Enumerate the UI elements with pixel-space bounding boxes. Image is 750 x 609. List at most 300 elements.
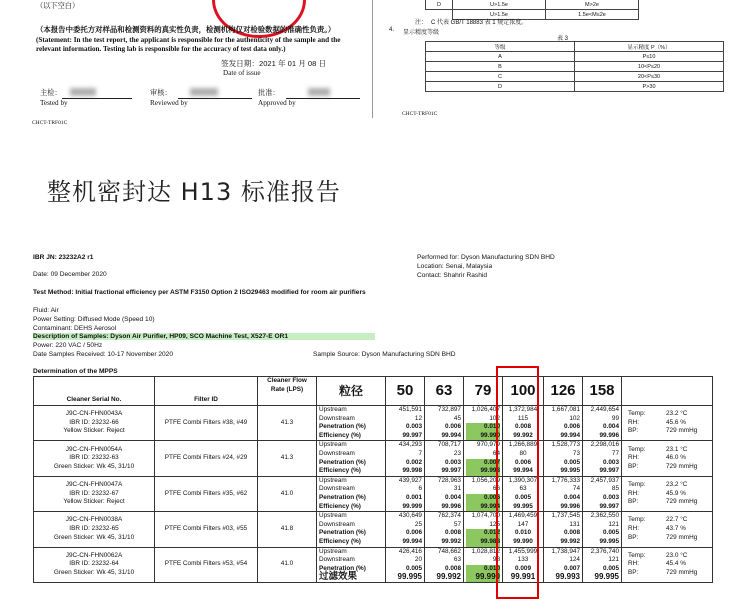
approver-signature bbox=[308, 88, 330, 96]
measure-label: Upstream bbox=[319, 441, 347, 449]
measure-label: Downstream bbox=[319, 449, 355, 457]
efficiency-value: 99.996 bbox=[560, 502, 580, 510]
env-label: RH: bbox=[628, 489, 640, 497]
footer-code-right: CHCT-TRF01C bbox=[402, 111, 438, 117]
tester-signature-line bbox=[62, 98, 132, 99]
environment-cell bbox=[622, 441, 713, 476]
table-header-row bbox=[34, 377, 713, 406]
note-label: 注： bbox=[415, 20, 428, 26]
env-value: 43.7 % bbox=[666, 525, 686, 533]
value-cell-158 bbox=[583, 441, 622, 476]
env-label: RH: bbox=[628, 418, 640, 426]
filter-id-cell: PTFE Combi Filters #03, #55 bbox=[155, 512, 258, 547]
value-cell-50 bbox=[386, 476, 425, 511]
size-126: 126 bbox=[544, 377, 583, 406]
downstream-count: 125 bbox=[489, 520, 500, 528]
measure-label: Upstream bbox=[319, 476, 347, 484]
value-cell-158 bbox=[583, 547, 622, 582]
efficiency-value: 99.996 bbox=[599, 431, 619, 439]
measure-label: Efficiency (%) bbox=[319, 502, 361, 510]
env-label: BP: bbox=[628, 498, 639, 506]
measure-label: Downstream bbox=[319, 520, 355, 528]
size-158: 158 bbox=[583, 377, 622, 406]
precision-cell: 10<P≤20 bbox=[575, 62, 724, 72]
upstream-count: 762,374 bbox=[437, 512, 461, 520]
sample-sticker: Green Sticker: Wk 45, 31/10 bbox=[53, 533, 135, 541]
env-value: 729 mmHg bbox=[666, 462, 698, 470]
downstream-count: 131 bbox=[569, 520, 580, 528]
penetration-value: 0.007 bbox=[564, 564, 580, 572]
precision-cell: P≤10 bbox=[575, 52, 724, 62]
penetration-value: 0.005 bbox=[406, 564, 422, 572]
downstream-count: 66 bbox=[492, 485, 500, 493]
upstream-count: 2,362,550 bbox=[590, 512, 619, 520]
header-flow-rate: Cleaner Flow Rate (LPS) bbox=[258, 377, 317, 406]
downstream-count: 80 bbox=[519, 449, 527, 457]
efficiency-value: 99.992 bbox=[560, 537, 580, 545]
downstream-count: 121 bbox=[608, 520, 619, 528]
location: Location: Senai, Malaysia bbox=[417, 263, 493, 270]
value-cell-126 bbox=[544, 476, 583, 511]
reviewer-label-en: Reviewed by bbox=[150, 99, 188, 107]
precision-cell: P>30 bbox=[575, 82, 724, 92]
upstream-count: 1,026,407 bbox=[471, 406, 500, 413]
sample-serial-cell bbox=[34, 512, 155, 547]
environment-cell bbox=[622, 476, 713, 511]
env-label: BP: bbox=[628, 533, 639, 541]
sample-row bbox=[34, 476, 713, 511]
sample-description: Description of Samples: Dyson Air Purifier, HP09, SCO Machine Test, X527-E OR1 bbox=[33, 333, 375, 340]
measure-label: Penetration (%) bbox=[319, 529, 366, 537]
penetration-value: 0.006 bbox=[515, 458, 531, 466]
value-cell-50 bbox=[386, 441, 425, 476]
filter-id-cell: PTFE Combi Filters #38, #49 bbox=[155, 406, 258, 441]
mpps-highlight-box bbox=[496, 366, 539, 599]
measure-label-cell bbox=[317, 547, 386, 582]
penetration-value: 0.001 bbox=[406, 493, 422, 501]
efficiency-value: 99.993 bbox=[466, 467, 500, 476]
flow-rate-cell: 41.8 bbox=[258, 512, 317, 547]
sample-row bbox=[34, 547, 713, 582]
value-cell-63 bbox=[425, 512, 464, 547]
value-cell-63 bbox=[425, 441, 464, 476]
efficiency-value: 99.997 bbox=[599, 502, 619, 510]
env-value: 23.2 °C bbox=[666, 481, 688, 489]
upstream-count: 732,897 bbox=[437, 406, 461, 413]
page-title: 整机密封达 H13 标准报告 bbox=[47, 178, 341, 206]
value-cell-126 bbox=[544, 406, 583, 441]
efficiency-value: 99.994 bbox=[513, 467, 533, 475]
efficiency-value: 99.992 bbox=[513, 431, 533, 439]
downstream-count: 63 bbox=[453, 556, 461, 564]
size-79: 79 bbox=[464, 377, 503, 406]
efficiency-value: 99.992 bbox=[436, 572, 461, 582]
downstream-count: 102 bbox=[569, 414, 580, 422]
downstream-count: 115 bbox=[517, 414, 529, 422]
dates-received: Date Samples Received: 10-17 November 2020 bbox=[33, 351, 174, 358]
upstream-count: 1,390,307 bbox=[508, 476, 538, 484]
upstream-count: 1,028,812 bbox=[471, 547, 500, 555]
grade-cell: B bbox=[426, 62, 575, 72]
efficiency-value: 99.993 bbox=[555, 572, 580, 582]
downstream-count: 63 bbox=[519, 485, 527, 493]
row-top-class: D bbox=[426, 0, 453, 10]
scanned-report-page-right bbox=[385, 0, 725, 118]
env-value: 729 mmHg bbox=[666, 498, 698, 506]
efficiency-value: 99.994 bbox=[441, 431, 461, 439]
measure-label: Penetration (%) bbox=[319, 493, 366, 501]
sample-sticker: Yellow Sticker: Reject bbox=[63, 498, 125, 506]
row-top-u2: U>1.5e bbox=[453, 10, 546, 20]
downstream-count: 74 bbox=[572, 485, 580, 493]
sample-serial: J9C-CN-FHN0043A bbox=[65, 410, 123, 418]
header-filter-id: Filter ID bbox=[155, 377, 258, 406]
report-date: Date: 09 December 2020 bbox=[33, 271, 107, 278]
approver-label-cn: 批准： bbox=[258, 88, 280, 97]
efficiency-value: 99.995 bbox=[397, 572, 422, 582]
value-cell-158 bbox=[583, 476, 622, 511]
sample-ibr: IBR ID: 23232-63 bbox=[69, 454, 119, 462]
statement-en-1: (Statement: In the test report, the applicant is responsible for the authenticity of the sample and the bbox=[36, 36, 341, 44]
sample-ibr: IBR ID: 23232-64 bbox=[69, 560, 119, 568]
downstream-count: 23 bbox=[453, 449, 461, 457]
upstream-count: 439,927 bbox=[398, 476, 422, 484]
sample-serial-cell bbox=[34, 406, 155, 441]
downstream-count: 147 bbox=[517, 520, 529, 528]
efficiency-value: 99.994 bbox=[560, 431, 580, 439]
env-label: BP: bbox=[628, 568, 639, 576]
efficiency-value: 99.997 bbox=[402, 431, 422, 439]
flow-rate-cell: 41.0 bbox=[258, 547, 317, 582]
env-value: 23.0 °C bbox=[666, 551, 688, 559]
sample-row bbox=[34, 512, 713, 547]
efficiency-value: 99.991 bbox=[510, 572, 536, 582]
downstream-count: 57 bbox=[453, 520, 461, 528]
sample-ibr: IBR ID: 23232-65 bbox=[69, 525, 119, 533]
env-value: 46.0 % bbox=[666, 454, 686, 462]
efficiency-value: 99.996 bbox=[441, 502, 461, 510]
sample-row bbox=[34, 406, 713, 441]
size-63: 63 bbox=[425, 377, 464, 406]
penetration-value: 0.004 bbox=[445, 493, 461, 501]
sample-sticker: Green Sticker: Wk 45, 31/10 bbox=[53, 568, 135, 576]
penetration-value: 0.006 bbox=[564, 423, 580, 431]
upstream-count: 2,298,016 bbox=[590, 441, 619, 449]
efficiency-value: 99.997 bbox=[599, 467, 619, 475]
item4-title: 显示精度等级 bbox=[403, 30, 440, 36]
measure-label: Efficiency (%) bbox=[319, 537, 361, 545]
measure-label: Downstream bbox=[319, 485, 355, 493]
downstream-count: 7 bbox=[418, 449, 422, 457]
sample-ibr: IBR ID: 23232-67 bbox=[69, 489, 119, 497]
upstream-count: 1,528,773 bbox=[551, 441, 580, 449]
statement-en-2: relevant information. Testing lab is responsible for the accuracy of test data only.) bbox=[36, 45, 286, 53]
upstream-count: 1,469,459 bbox=[508, 512, 538, 520]
penetration-value: 0.005 bbox=[515, 493, 531, 501]
downstream-count: 121 bbox=[608, 556, 619, 564]
contact: Contact: Shahrir Rashid bbox=[417, 272, 488, 279]
penetration-value: 0.008 bbox=[445, 564, 461, 572]
env-value: 23.1 °C bbox=[666, 445, 688, 453]
downstream-count: 77 bbox=[611, 449, 619, 457]
upstream-count: 1,737,545 bbox=[551, 512, 580, 520]
item4-number: 4. bbox=[389, 27, 395, 33]
upstream-count: 430,649 bbox=[398, 512, 422, 520]
env-value: 45.4 % bbox=[666, 560, 686, 568]
precision-cell: 20<P≤30 bbox=[575, 72, 724, 82]
penetration-value: 0.005 bbox=[603, 529, 619, 537]
downstream-count: 45 bbox=[453, 414, 461, 422]
measure-label: Penetration (%) bbox=[319, 423, 366, 431]
env-value: 729 mmHg bbox=[666, 533, 698, 541]
issue-date: 签发日期：2021 年 01 月 08 日 bbox=[221, 59, 327, 68]
penetration-value: 0.008 bbox=[564, 529, 580, 537]
measure-label: 过滤效果 bbox=[319, 571, 358, 583]
env-label: BP: bbox=[628, 427, 639, 435]
upstream-count: 2,376,740 bbox=[590, 547, 619, 555]
downstream-count: 98 bbox=[492, 556, 500, 564]
value-cell-63 bbox=[425, 476, 464, 511]
filter-id-cell: PTFE Combi Filters #35, #62 bbox=[155, 476, 258, 511]
value-cell-126 bbox=[544, 547, 583, 582]
reviewer-signature-line bbox=[178, 98, 252, 99]
reviewer-signature bbox=[190, 88, 218, 96]
efficiency-value: 99.995 bbox=[560, 467, 580, 475]
row-top-m: M>2e bbox=[546, 0, 639, 10]
penetration-value: 0.012 bbox=[466, 529, 500, 538]
filter-id-cell: PTFE Combi Filters #53, #54 bbox=[155, 547, 258, 582]
value-cell-126 bbox=[544, 441, 583, 476]
downstream-count: 12 bbox=[414, 414, 422, 422]
penetration-value: 0.006 bbox=[466, 494, 500, 503]
note-text: C 代表 GB/T 18883 表 1 规定浓度。 bbox=[431, 20, 528, 26]
downstream-count: 20 bbox=[414, 556, 422, 564]
downstream-count: 6 bbox=[418, 485, 422, 493]
sample-row bbox=[34, 441, 713, 476]
penetration-value: 0.004 bbox=[603, 423, 619, 431]
penetration-value: 0.009 bbox=[515, 564, 531, 572]
env-value: 45.9 % bbox=[666, 489, 686, 497]
scanned-report-page-left bbox=[32, 0, 372, 118]
fluid: Fluid: Air bbox=[33, 307, 59, 314]
flow-rate-cell: 41.3 bbox=[258, 441, 317, 476]
environment-cell bbox=[622, 547, 713, 582]
test-method: Test Method: Initial fractional efficiency per ASTM F3150 Option 2 ISO29463 modified for room air purifiers bbox=[33, 289, 366, 296]
efficiency-value: 99.999 bbox=[402, 502, 422, 510]
upstream-count: 1,266,889 bbox=[508, 441, 538, 449]
penetration-value: 0.003 bbox=[603, 458, 619, 466]
mpps-results-table bbox=[33, 376, 713, 583]
upstream-count: 2,449,654 bbox=[590, 406, 619, 413]
power: Power: 220 VAC / 50Hz bbox=[33, 342, 103, 349]
upstream-count: 970,979 bbox=[476, 441, 500, 449]
size-50: 50 bbox=[386, 377, 425, 406]
reviewer-label-cn: 审核： bbox=[150, 88, 172, 97]
penetration-value: 0.004 bbox=[564, 493, 580, 501]
upstream-count: 1,056,209 bbox=[471, 476, 500, 484]
environment-cell bbox=[622, 406, 713, 441]
upstream-count: 434,293 bbox=[398, 441, 422, 449]
col-precision: 显示精度 P（%） bbox=[575, 42, 724, 52]
efficiency-value: 99.995 bbox=[594, 572, 619, 582]
row-top-m2: 1.5e<M≤2e bbox=[546, 10, 639, 20]
measure-label: Downstream bbox=[319, 556, 355, 564]
value-cell-50 bbox=[386, 547, 425, 582]
measure-label: Upstream bbox=[319, 512, 347, 520]
col-grade: 等级 bbox=[426, 42, 575, 52]
approver-label-en: Approved by bbox=[258, 99, 296, 107]
measure-label-cell bbox=[317, 406, 386, 441]
penetration-value: 0.008 bbox=[515, 423, 531, 431]
row-top-u: U>1.5e bbox=[453, 0, 546, 10]
efficiency-value: 99.990 bbox=[513, 537, 533, 545]
footer-code-left: CHCT-TRF01C bbox=[32, 120, 68, 126]
penetration-value: 0.008 bbox=[445, 529, 461, 537]
upstream-count: 451,591 bbox=[398, 406, 422, 413]
env-label: Temp: bbox=[628, 445, 646, 453]
downstream-count: 124 bbox=[569, 556, 580, 564]
downstream-count: 25 bbox=[414, 520, 422, 528]
approver-signature-line bbox=[286, 98, 360, 99]
env-header bbox=[622, 377, 713, 406]
upstream-count: 728,963 bbox=[437, 476, 461, 484]
grade-cell: C bbox=[426, 72, 575, 82]
measure-label: Penetration (%) bbox=[319, 564, 366, 572]
env-label: Temp: bbox=[628, 551, 646, 559]
upstream-count: 748,662 bbox=[437, 547, 461, 555]
efficiency-value: 99.995 bbox=[599, 537, 619, 545]
display-accuracy-table bbox=[425, 41, 724, 92]
performed-for: Performed for: Dyson Manufacturing SDN BHD bbox=[417, 254, 555, 261]
penetration-value: 0.003 bbox=[406, 423, 422, 431]
table3-caption: 表 3 bbox=[557, 36, 569, 42]
value-cell-126 bbox=[544, 512, 583, 547]
statement-cn: （本报告中委托方对样品和检测资料的真实性负责，检测机构仅对检验数据的准确性负责。） bbox=[36, 25, 336, 34]
penetration-value: 0.010 bbox=[515, 529, 531, 537]
measure-label-cell bbox=[317, 441, 386, 476]
tester-label-cn: 主检： bbox=[40, 88, 62, 97]
filter-id-cell: PTFE Combi Filters #24, #29 bbox=[155, 441, 258, 476]
grade-cell: A bbox=[426, 52, 575, 62]
penetration-value: 0.006 bbox=[445, 423, 461, 431]
section-heading: Determination of the MPPS bbox=[33, 368, 118, 375]
sample-serial: J9C-CN-FHN0062A bbox=[65, 551, 123, 559]
sample-ibr: IBR ID: 23232-66 bbox=[69, 418, 119, 426]
header-particle-size: 粒径 bbox=[317, 377, 386, 406]
downstream-count: 31 bbox=[453, 485, 461, 493]
env-label: BP: bbox=[628, 462, 639, 470]
upstream-count: 1,738,947 bbox=[551, 547, 580, 555]
upstream-count: 1,074,700 bbox=[471, 512, 500, 520]
measure-label-cell bbox=[317, 512, 386, 547]
penetration-value: 0.005 bbox=[603, 564, 619, 572]
environment-cell bbox=[622, 512, 713, 547]
efficiency-value: 99.988 bbox=[466, 538, 500, 547]
measure-label: Upstream bbox=[319, 406, 347, 413]
downstream-count: 64 bbox=[492, 449, 500, 457]
flow-rate-cell: 41.3 bbox=[258, 406, 317, 441]
page-divider bbox=[372, 0, 373, 118]
sample-serial: J9C-CN-FHN0038A bbox=[65, 516, 123, 524]
ibr-number: IBR JN: 23232A2 r1 bbox=[33, 254, 94, 261]
value-cell-50 bbox=[386, 512, 425, 547]
sample-serial: J9C-CN-FHN0054A bbox=[65, 445, 123, 453]
env-value: 23.2 °C bbox=[666, 410, 688, 418]
efficiency-value: 99.998 bbox=[402, 467, 422, 475]
upstream-count: 1,372,984 bbox=[508, 406, 538, 413]
penetration-value: 0.007 bbox=[466, 459, 500, 468]
sample-serial-cell bbox=[34, 476, 155, 511]
power-setting: Power Setting: Diffused Mode (Speed 10) bbox=[33, 316, 155, 323]
upstream-count: 1,455,999 bbox=[508, 547, 538, 555]
measure-label: Efficiency (%) bbox=[319, 431, 361, 439]
env-label: RH: bbox=[628, 454, 640, 462]
sample-serial: J9C-CN-FHN0047A bbox=[65, 481, 123, 489]
measure-label: Penetration (%) bbox=[319, 458, 366, 466]
downstream-count: 99 bbox=[611, 414, 619, 422]
upstream-count: 1,776,333 bbox=[551, 476, 580, 484]
penetration-value: 0.010 bbox=[466, 565, 500, 574]
efficiency-value: 99.992 bbox=[441, 537, 461, 545]
value-cell-158 bbox=[583, 406, 622, 441]
efficiency-value: 99.990 bbox=[466, 432, 500, 441]
value-cell-50 bbox=[386, 406, 425, 441]
value-cell-158 bbox=[583, 512, 622, 547]
size-100: 100 bbox=[503, 377, 544, 406]
upstream-count: 708,717 bbox=[437, 441, 461, 449]
env-label: Temp: bbox=[628, 516, 646, 524]
sample-serial-cell bbox=[34, 547, 155, 582]
efficiency-value: 99.997 bbox=[441, 467, 461, 475]
penetration-value: 0.006 bbox=[406, 529, 422, 537]
value-cell-63 bbox=[425, 547, 464, 582]
sample-source: Sample Source: Dyson Manufacturing SDN BHD bbox=[313, 351, 456, 358]
penetration-value: 0.002 bbox=[406, 458, 422, 466]
issue-date-en: Date of issue bbox=[223, 69, 261, 77]
env-value: 45.6 % bbox=[666, 418, 686, 426]
downstream-count: 133 bbox=[517, 556, 529, 564]
measure-label: Downstream bbox=[319, 414, 355, 422]
env-value: 729 mmHg bbox=[666, 568, 698, 576]
tester-label-en: Tested by bbox=[40, 99, 68, 107]
upstream-count: 426,416 bbox=[398, 547, 422, 555]
grade-cell: D bbox=[426, 82, 575, 92]
env-label: Temp: bbox=[628, 410, 646, 418]
penetration-value: 0.003 bbox=[445, 458, 461, 466]
flow-rate-cell: 41.0 bbox=[258, 476, 317, 511]
env-value: 22.7 °C bbox=[666, 516, 688, 524]
penetration-value: 0.005 bbox=[564, 458, 580, 466]
efficiency-value: 99.990 bbox=[466, 573, 500, 582]
efficiency-value: 99.995 bbox=[513, 502, 533, 510]
measure-label: Upstream bbox=[319, 547, 347, 555]
env-label: RH: bbox=[628, 560, 640, 568]
upstream-count: 1,667,081 bbox=[551, 406, 580, 413]
measure-label-cell bbox=[317, 476, 386, 511]
downstream-count: 73 bbox=[572, 449, 580, 457]
env-label: Temp: bbox=[628, 481, 646, 489]
env-value: 729 mmHg bbox=[666, 427, 698, 435]
header-serial: Cleaner Serial No. bbox=[34, 377, 155, 406]
sample-sticker: Yellow Sticker: Reject bbox=[63, 427, 125, 435]
blank-below-note: （以下空白） bbox=[36, 1, 80, 10]
penetration-value: 0.010 bbox=[466, 423, 500, 432]
sample-serial-cell bbox=[34, 441, 155, 476]
sample-sticker: Green Sticker: Wk 45, 31/10 bbox=[53, 462, 135, 470]
upstream-count: 2,457,937 bbox=[590, 476, 619, 484]
value-cell-63 bbox=[425, 406, 464, 441]
contaminant: Contaminant: DEHS Aerosol bbox=[33, 325, 117, 332]
